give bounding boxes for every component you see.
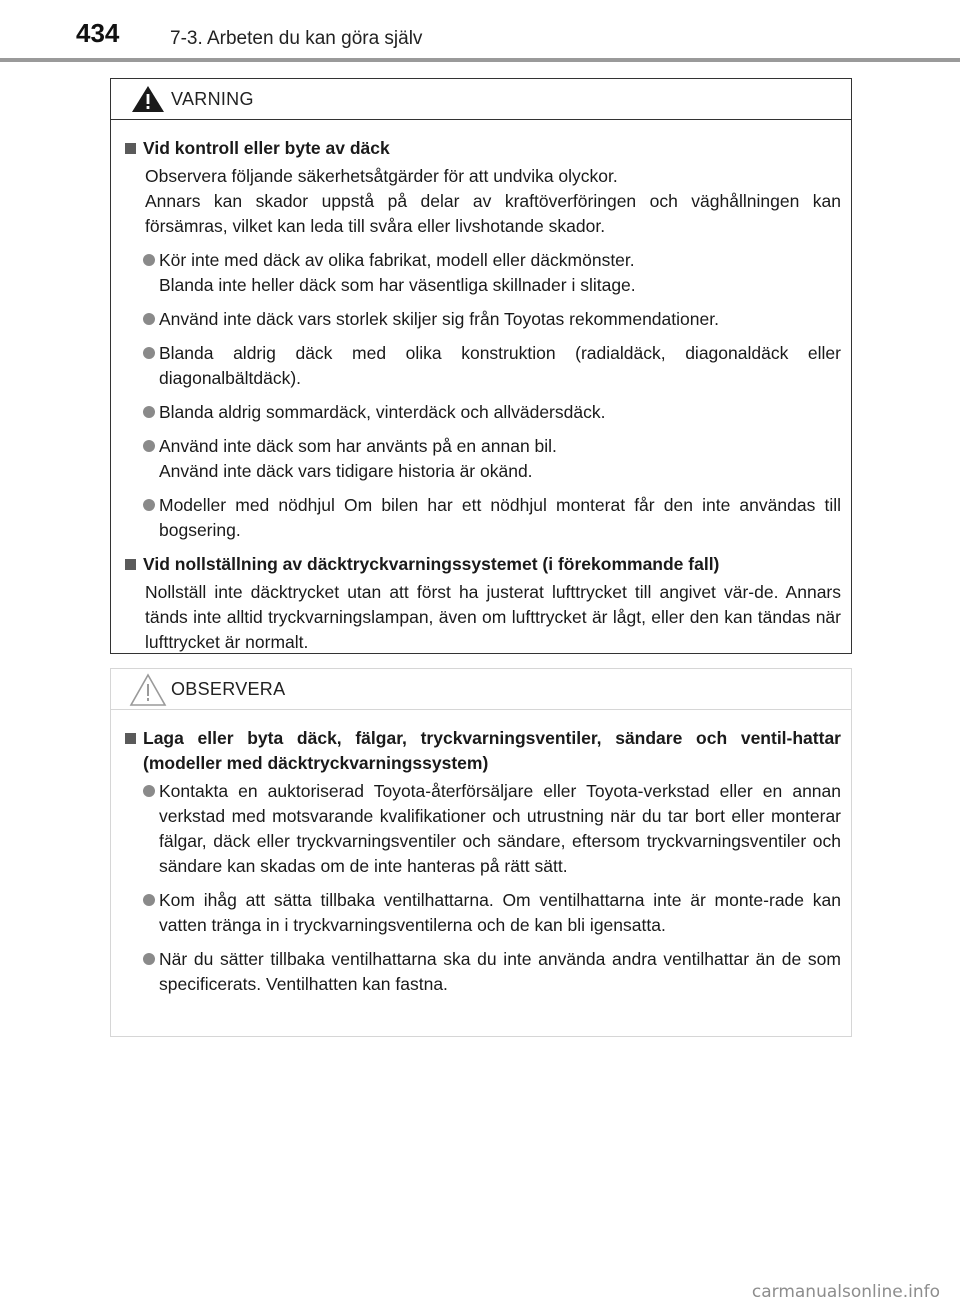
- warning-content: [111, 120, 851, 655]
- section-heading: Vid nollställning av däcktryckvarningssystemet (i förekommande fall): [121, 552, 841, 577]
- warning-triangle-icon: [131, 85, 165, 113]
- warning-box: [110, 78, 852, 654]
- round-bullet-icon: [143, 440, 155, 452]
- list-item: Kom ihåg att sätta tillbaka ventilhattarna. Om ventilhattarna inte är monte-rade kan vatten tränga in i tryckvarningsventilerna och de kan bli igensatta.: [143, 888, 841, 938]
- round-bullet-icon: [143, 254, 155, 266]
- section-heading: Laga eller byta däck, fälgar, tryckvarningsventiler, sändare och ventil-hattar (modeller med däcktryckvarningssystem): [121, 726, 841, 776]
- page-number: 434: [76, 18, 120, 48]
- warning-header: [111, 79, 851, 120]
- list-item: Använd inte däck som har använts på en annan bil. Använd inte däck vars tidigare historia är okänd.: [143, 434, 841, 484]
- notice-header: [111, 669, 851, 710]
- notice-box: [110, 668, 852, 1037]
- round-bullet-icon: [143, 894, 155, 906]
- header-divider: [0, 58, 960, 62]
- list-item: Blanda aldrig däck med olika konstruktion (radialdäck, diagonaldäck eller diagonalbältdäck).: [143, 341, 841, 391]
- round-bullet-icon: [143, 499, 155, 511]
- round-bullet-icon: [143, 406, 155, 418]
- paragraph: Observera följande säkerhetsåtgärder för att undvika olyckor. Annars kan skador uppstå på delar av kraftöverföringen och väghållningen kan försämras, vilket kan leda till svåra eller livshotande skador.: [145, 166, 841, 236]
- paragraph: Nollställ inte däcktrycket utan att först ha justerat lufttrycket till angivet vär-de. Annars tänds inte alltid tryckvarningslampan, även om lufttrycket är lågt, eller den kan tändas när lufttrycket är normalt.: [145, 582, 841, 652]
- notice-title: OBSERVERA: [171, 679, 286, 699]
- round-bullet-icon: [143, 313, 155, 325]
- list-item: Blanda aldrig sommardäck, vinterdäck och allvädersdäck.: [143, 400, 841, 425]
- watermark: carmanualsonline.info: [751, 1282, 940, 1302]
- caution-triangle-icon: [129, 673, 167, 707]
- section-heading: Vid kontroll eller byte av däck: [121, 136, 841, 161]
- notice-content: [111, 710, 851, 997]
- square-bullet-icon: [125, 559, 136, 570]
- round-bullet-icon: [143, 953, 155, 965]
- section-title: 7-3. Arbeten du kan göra själv: [170, 28, 423, 49]
- square-bullet-icon: [125, 733, 136, 744]
- page-header: [0, 0, 960, 60]
- list-item: När du sätter tillbaka ventilhattarna ska du inte använda andra ventilhattar än de som specificerats. Ventilhatten kan fastna.: [143, 947, 841, 997]
- round-bullet-icon: [143, 347, 155, 359]
- round-bullet-icon: [143, 785, 155, 797]
- list-item: Kör inte med däck av olika fabrikat, modell eller däckmönster. Blanda inte heller däck som har väsentliga skillnader i slitage.: [143, 248, 841, 298]
- warning-title: VARNING: [171, 89, 254, 109]
- square-bullet-icon: [125, 143, 136, 154]
- list-item: Använd inte däck vars storlek skiljer sig från Toyotas rekommendationer.: [143, 307, 841, 332]
- list-item: Modeller med nödhjul Om bilen har ett nödhjul monterat får den inte användas till bogsering.: [143, 493, 841, 543]
- list-item: Kontakta en auktoriserad Toyota-återförsäljare eller Toyota-verkstad eller en annan verkstad med motsvarande kvalifikationer och utrustning när du tar bort eller monterar fälgar, däck eller tryckvarningsventiler och sändare, eftersom tryckvarningsventiler och sändare kan skadas om de inte hanteras på rätt sätt.: [143, 779, 841, 879]
